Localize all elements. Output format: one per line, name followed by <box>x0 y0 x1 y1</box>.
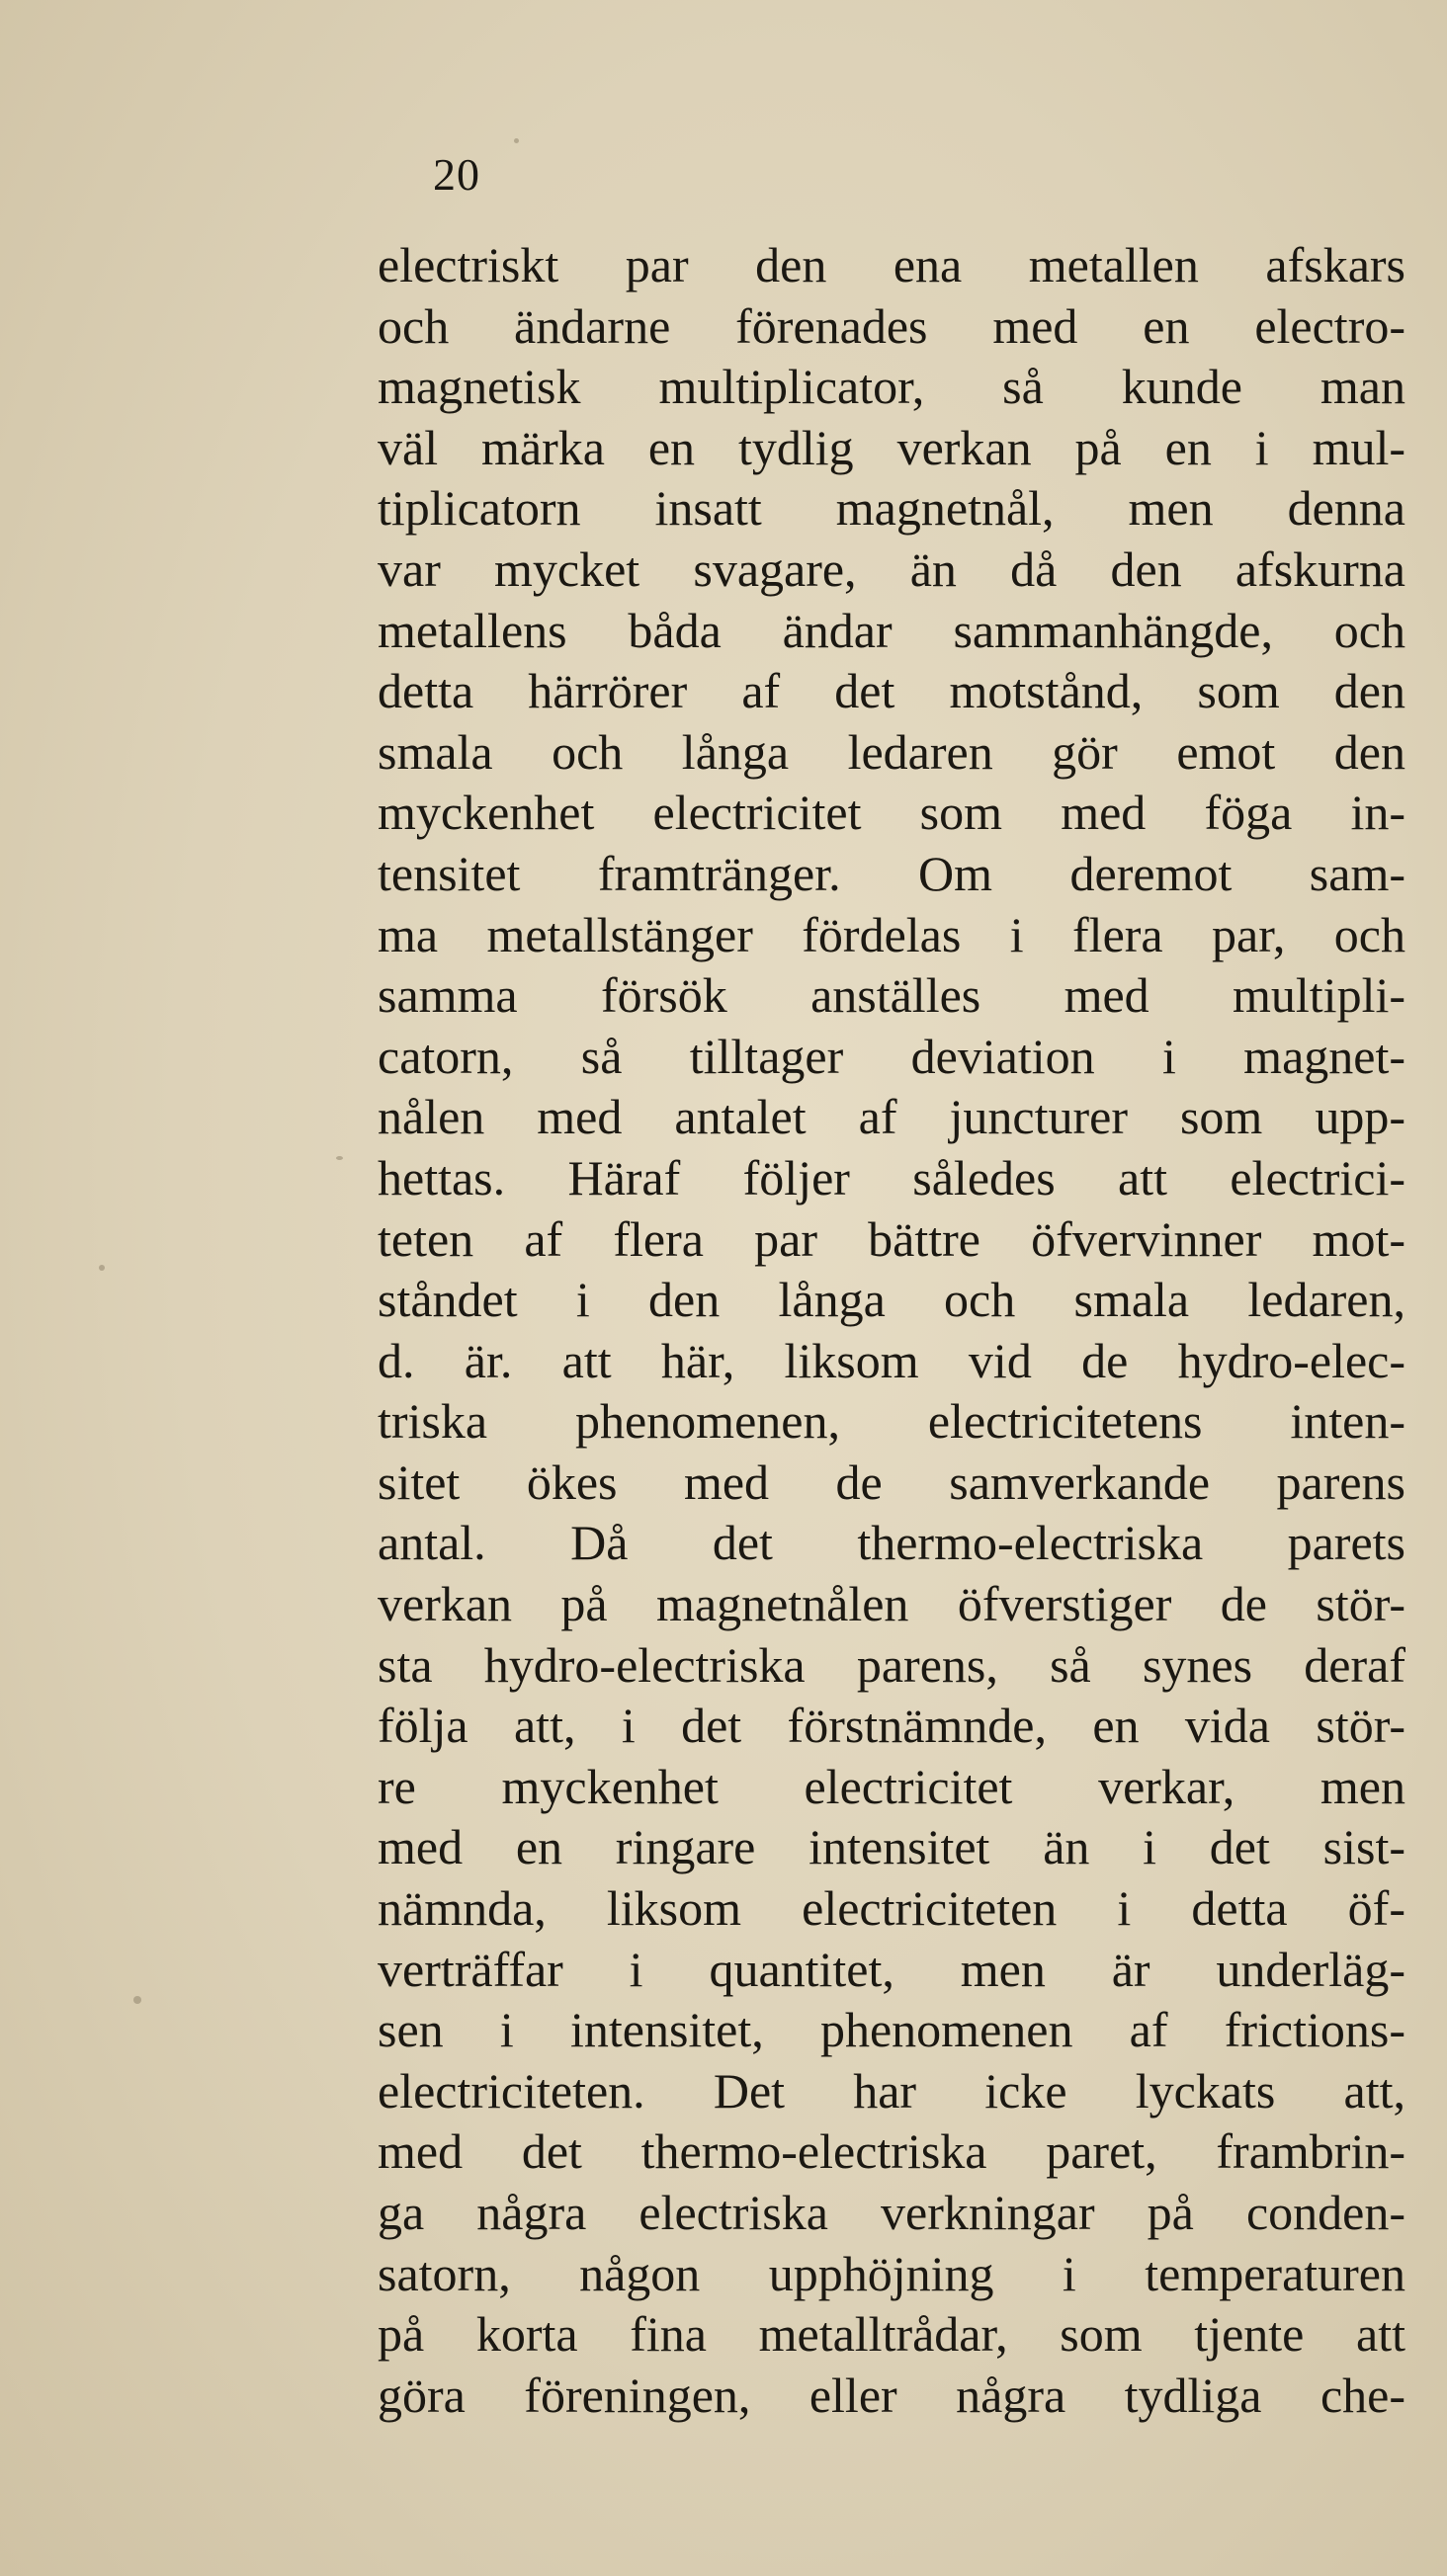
text-line: teten af flera par bättre öfvervinner mot- <box>378 1210 1405 1267</box>
paper-speck <box>336 1156 343 1160</box>
text-line: satorn, någon upphöjning i temperaturen <box>378 2245 1405 2301</box>
paper-speck <box>133 1996 141 2004</box>
paper-speck <box>514 138 519 143</box>
text-line: hettas. Häraf följer således att electrici- <box>378 1149 1405 1205</box>
text-line: verkan på magnetnålen öfverstiger de stör- <box>378 1576 1405 1632</box>
text-line: göra föreningen, eller några tydliga che- <box>378 2367 1405 2423</box>
text-line: tensitet framtränger. Om deremot sam- <box>378 845 1405 901</box>
text-line: electriciteten. Det har icke lyckats att, <box>378 2062 1405 2119</box>
text-line: väl märka en tydlig verkan på en i mul- <box>378 419 1405 475</box>
text-line: sta hydro-electriska parens, så synes deraf <box>378 1636 1405 1693</box>
text-line: re myckenhet electricitet verkar, men <box>378 1758 1405 1814</box>
text-line: och ändarne förenades med en electro- <box>378 297 1405 354</box>
text-line: electriskt par den ena metallen afskars <box>378 237 1405 292</box>
text-line: följa att, i det förstnämnde, en vida stör- <box>378 1698 1405 1754</box>
text-line: ma metallstänger fördelas i flera par, och <box>378 906 1405 962</box>
text-line: ståndet i den långa och smala ledaren, <box>378 1272 1405 1328</box>
text-line: verträffar i quantitet, men är underläg- <box>378 1941 1405 1997</box>
text-line: var mycket svagare, än då den afskurna <box>378 540 1405 597</box>
text-line: detta härrörer af det motstånd, som den <box>378 663 1405 719</box>
text-line: catorn, så tilltager deviation i magnet- <box>378 1028 1405 1084</box>
text-line: nämnda, liksom electriciteten i detta öf- <box>378 1880 1405 1937</box>
text-line: samma försök anställes med multipli- <box>378 967 1405 1024</box>
text-line: myckenhet electricitet som med föga in- <box>378 785 1405 841</box>
text-line: nålen med antalet af juncturer som upp- <box>378 1089 1405 1145</box>
body-text <box>378 235 1405 2426</box>
text-line: med det thermo-electriska paret, frambrin- <box>378 2123 1405 2180</box>
text-line: på korta fina metalltrådar, som tjente att <box>378 2306 1405 2363</box>
text-line: antal. Då det thermo-electriska parets <box>378 1515 1405 1571</box>
text-line: d. är. att här, liksom vid de hydro-elec- <box>378 1332 1405 1388</box>
text-line: sitet ökes med de samverkande parens <box>378 1454 1405 1510</box>
text-line: triska phenomenen, electricitetens inten- <box>378 1393 1405 1450</box>
text-line: metallens båda ändar sammanhängde, och <box>378 602 1405 658</box>
text-line: sen i intensitet, phenomenen af frictions- <box>378 2002 1405 2058</box>
page-number: 20 <box>433 149 480 200</box>
text-line: magnetisk multiplicator, så kunde man <box>378 359 1405 415</box>
paper-speck <box>99 1265 105 1271</box>
text-line: smala och långa ledaren gör emot den <box>378 723 1405 780</box>
text-line: tiplicatorn insatt magnetnål, men denna <box>378 480 1405 537</box>
text-line: med en ringare intensitet än i det sist- <box>378 1819 1405 1875</box>
text-line: ga några electriska verkningar på conden- <box>378 2185 1405 2240</box>
